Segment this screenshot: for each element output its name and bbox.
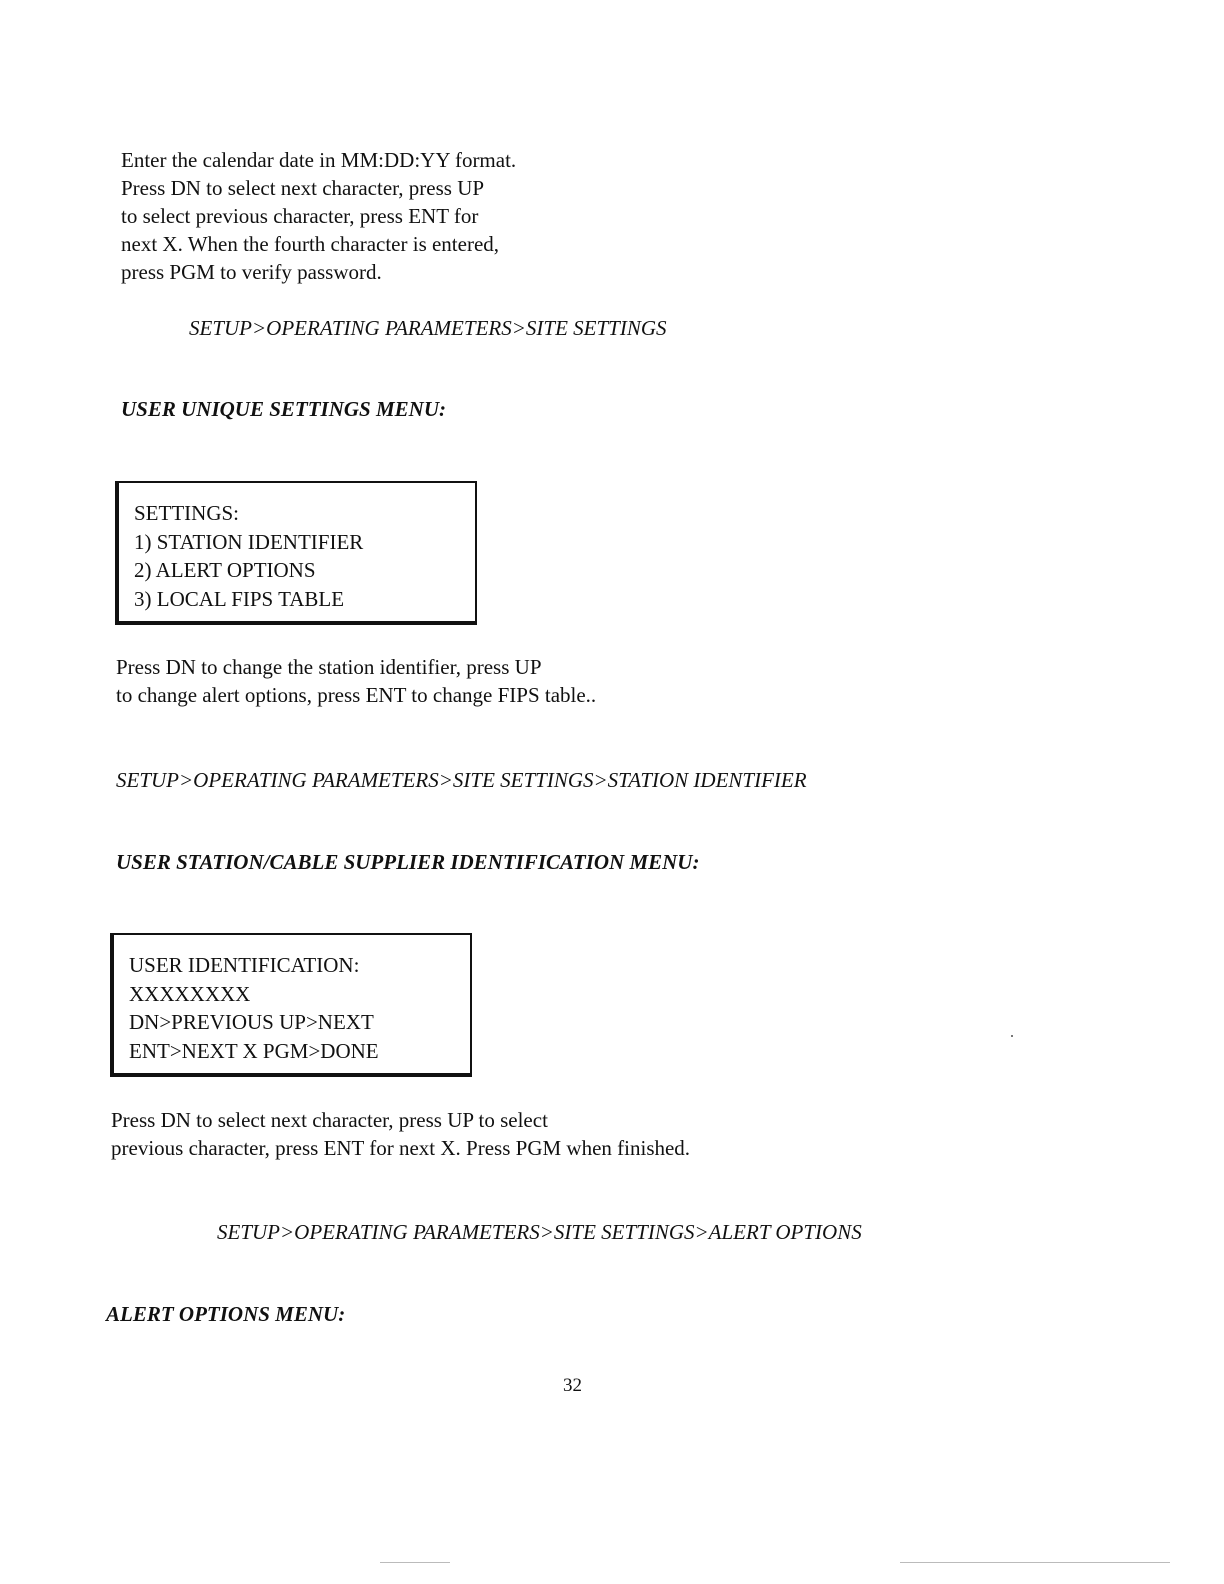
display-line: SETTINGS: — [134, 501, 239, 525]
scan-speck — [1011, 1035, 1013, 1037]
page-number: 32 — [563, 1375, 582, 1396]
settings-instructions — [116, 653, 596, 709]
text-line: Enter the calendar date in MM:DD:YY format. — [121, 148, 517, 172]
text-line: previous character, press ENT for next X. Press PGM when finished. — [111, 1136, 691, 1160]
scan-artifact-line — [380, 1562, 450, 1563]
display-line: XXXXXXXX — [129, 981, 251, 1006]
text-line: press PGM to verify password. — [121, 260, 382, 284]
display-line: 3) LOCAL FIPS TABLE — [134, 586, 345, 611]
text-line: Press DN to select next character, press UP — [121, 176, 485, 200]
menu-path-alert-options: SETUP>OPERATING PARAMETERS>SITE SETTINGS>ALERT OPTIONS — [217, 1220, 862, 1244]
heading-station-cable-supplier-identification: USER STATION/CABLE SUPPLIER IDENTIFICATION MENU: — [116, 850, 700, 874]
identification-instructions — [111, 1106, 690, 1162]
display-line: 1) STATION IDENTIFIER — [134, 529, 364, 554]
text-line: Press DN to change the station identifier, press UP — [116, 655, 542, 679]
display-line: DN>PREVIOUS UP>NEXT — [129, 1010, 374, 1034]
scan-artifact-line — [900, 1562, 1170, 1563]
menu-path-station-identifier: SETUP>OPERATING PARAMETERS>SITE SETTINGS>STATION IDENTIFIER — [116, 768, 807, 792]
text-line: to change alert options, press ENT to change FIPS table.. — [116, 683, 597, 707]
display-line: ENT>NEXT X PGM>DONE — [129, 1038, 379, 1063]
display-line: USER IDENTIFICATION: — [129, 953, 360, 977]
text-line: to select previous character, press ENT for — [121, 204, 479, 228]
user-identification-display-box — [110, 933, 472, 1077]
text-line: next X. When the fourth character is entered, — [121, 232, 500, 256]
heading-user-unique-settings: USER UNIQUE SETTINGS MENU: — [121, 397, 446, 421]
heading-alert-options-menu: ALERT OPTIONS MENU: — [106, 1302, 346, 1326]
intro-paragraph — [121, 146, 516, 286]
text-line: Press DN to select next character, press UP to select — [111, 1108, 548, 1132]
display-line: 2) ALERT OPTIONS — [134, 558, 316, 582]
menu-path-site-settings: SETUP>OPERATING PARAMETERS>SITE SETTINGS — [189, 316, 667, 340]
settings-display-box — [115, 481, 477, 625]
